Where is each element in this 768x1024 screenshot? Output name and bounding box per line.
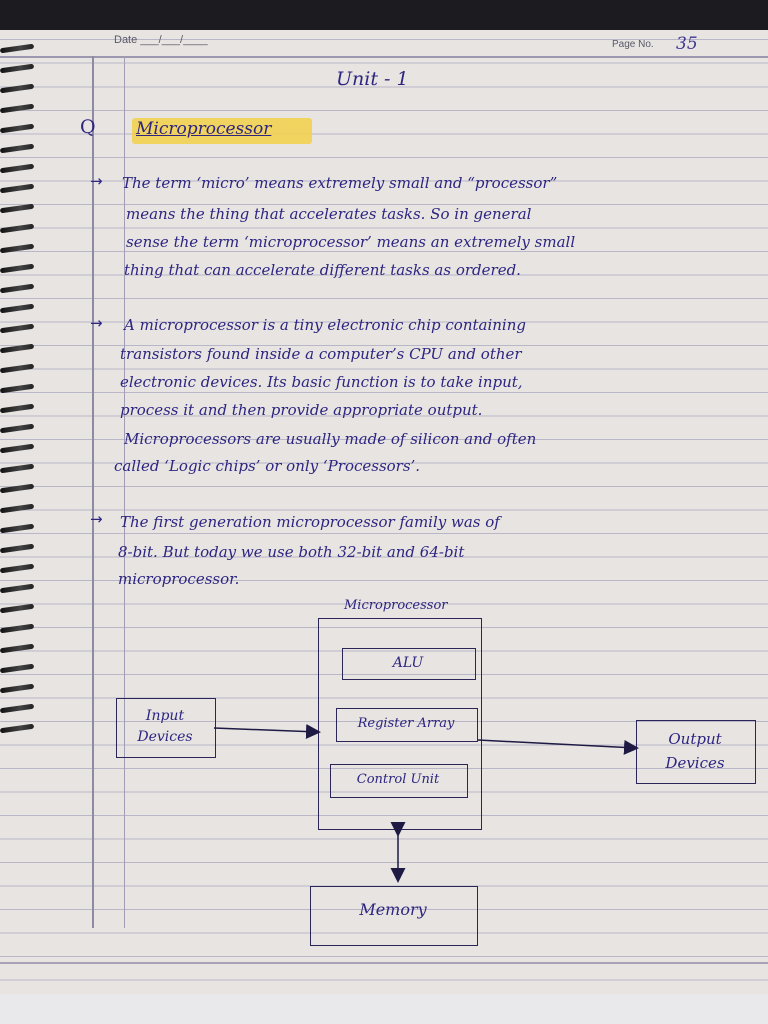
paragraph1-line: The term ‘micro’ means extremely small and “processor” [122,174,558,192]
paragraph2-line: transistors found inside a computer’s CPU and other [120,345,522,363]
input-arrow [214,728,318,732]
arrow-icon: → [90,172,103,190]
input-devices-label-2: Devices [137,729,193,745]
output-devices-label-1: Output [668,730,722,748]
microprocessor-label: Microprocessor [344,598,448,613]
page-number: 35 [676,34,698,54]
date-field: Date ___/___/____ [114,34,208,46]
paragraph1-line: thing that can accelerate different tasks as ordered. [124,261,521,279]
control-unit-label: Control Unit [356,772,440,787]
paragraph2-line: electronic devices. Its basic function is to take input, [120,373,523,391]
footer-rule [0,962,768,964]
paragraph3-line: 8-bit. But today we use both 32-bit and 64-bit [118,543,465,561]
heading-bullet-icon: Q [80,116,96,138]
paragraph2-line: process it and then provide appropriate output. [120,401,483,419]
section-heading: Microprocessor [136,119,272,139]
page-title: Unit - 1 [336,68,409,90]
paragraph3-line: The first generation microprocessor family was of [120,513,500,531]
output-arrow [478,740,636,748]
paragraph2-line: called ‘Logic chips’ or only ‘Processors’. [114,457,421,475]
paragraph2-line: Microprocessors are usually made of silicon and often [124,430,537,448]
arrow-icon: → [90,510,103,528]
memory-label: Memory [359,900,427,919]
register-array-label: Register Array [357,716,455,731]
alu-label: ALU [392,655,424,671]
paragraph2-line: A microprocessor is a tiny electronic chip containing [124,316,526,334]
input-devices-label-1: Input [145,708,185,724]
page-number-label: Page No. [612,39,654,50]
arrow-icon: → [90,314,103,332]
output-devices-label-2: Devices [665,754,725,772]
paragraph1-line: means the thing that accelerates tasks. So in general [126,205,532,223]
paragraph3-line: microprocessor. [118,570,240,588]
paragraph1-line: sense the term ‘microprocessor’ means an extremely small [126,233,576,251]
